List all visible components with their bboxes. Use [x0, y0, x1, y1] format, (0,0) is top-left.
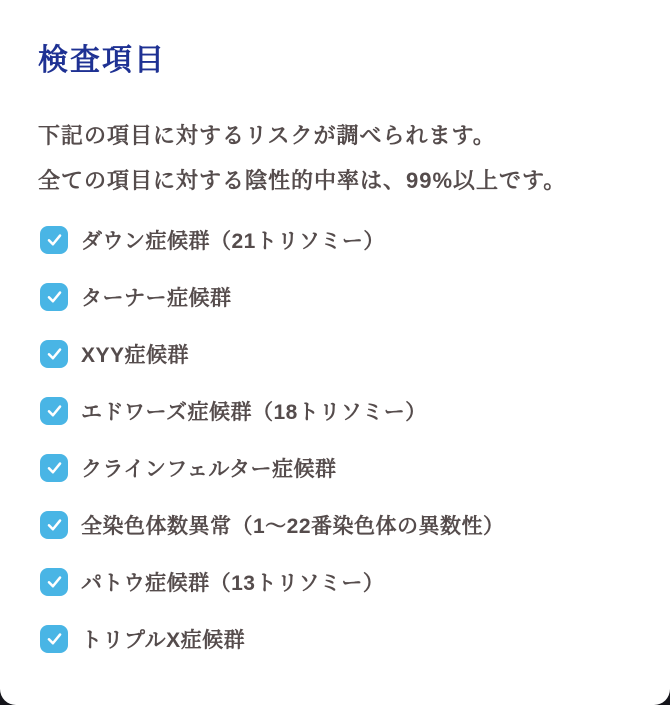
checklist-item: [40, 226, 632, 254]
checklist-item-label: XYY症候群: [81, 343, 190, 367]
checkmark-icon: [45, 401, 64, 420]
checklist-item-label: エドワーズ症候群（18トリソミー）: [81, 400, 427, 424]
checklist-item-label: 全染色体数異常（1〜22番染色体の異数性）: [81, 514, 505, 538]
checklist-item-label: トリプルX症候群: [81, 628, 246, 652]
checklist-item-label: ターナー症候群: [81, 286, 232, 310]
checklist-item-label: クラインフェルター症候群: [81, 457, 337, 481]
checkbox-checked[interactable]: [40, 340, 68, 368]
description: [38, 113, 632, 203]
checklist-item: [40, 397, 632, 425]
checklist-item: [40, 625, 632, 653]
checkmark-icon: [45, 515, 64, 534]
checkmark-icon: [45, 287, 64, 306]
checkmark-icon: [45, 344, 64, 363]
checklist-item: [40, 283, 632, 311]
checklist-item: [40, 568, 632, 596]
description-line-2: 全ての項目に対する陰性的中率は、99%以上です。: [38, 167, 567, 193]
description-line-1: 下記の項目に対するリスクが調べられます。: [38, 122, 496, 148]
checkbox-checked[interactable]: [40, 226, 68, 254]
checkbox-checked[interactable]: [40, 511, 68, 539]
checklist-item-label: ダウン症候群（21トリソミー）: [81, 229, 385, 253]
checkbox-checked[interactable]: [40, 454, 68, 482]
checkmark-icon: [45, 629, 64, 648]
test-items-checklist: [38, 226, 632, 653]
checkbox-checked[interactable]: [40, 283, 68, 311]
page-title: 検査項目: [38, 44, 166, 77]
checklist-item: [40, 340, 632, 368]
checkmark-icon: [45, 230, 64, 249]
checklist-item-label: パトウ症候群（13トリソミー）: [81, 571, 385, 595]
checkmark-icon: [45, 572, 64, 591]
checkbox-checked[interactable]: [40, 397, 68, 425]
checkbox-checked[interactable]: [40, 568, 68, 596]
checklist-item: [40, 454, 632, 482]
checkmark-icon: [45, 458, 64, 477]
checkbox-checked[interactable]: [40, 625, 68, 653]
checklist-item: [40, 511, 632, 539]
